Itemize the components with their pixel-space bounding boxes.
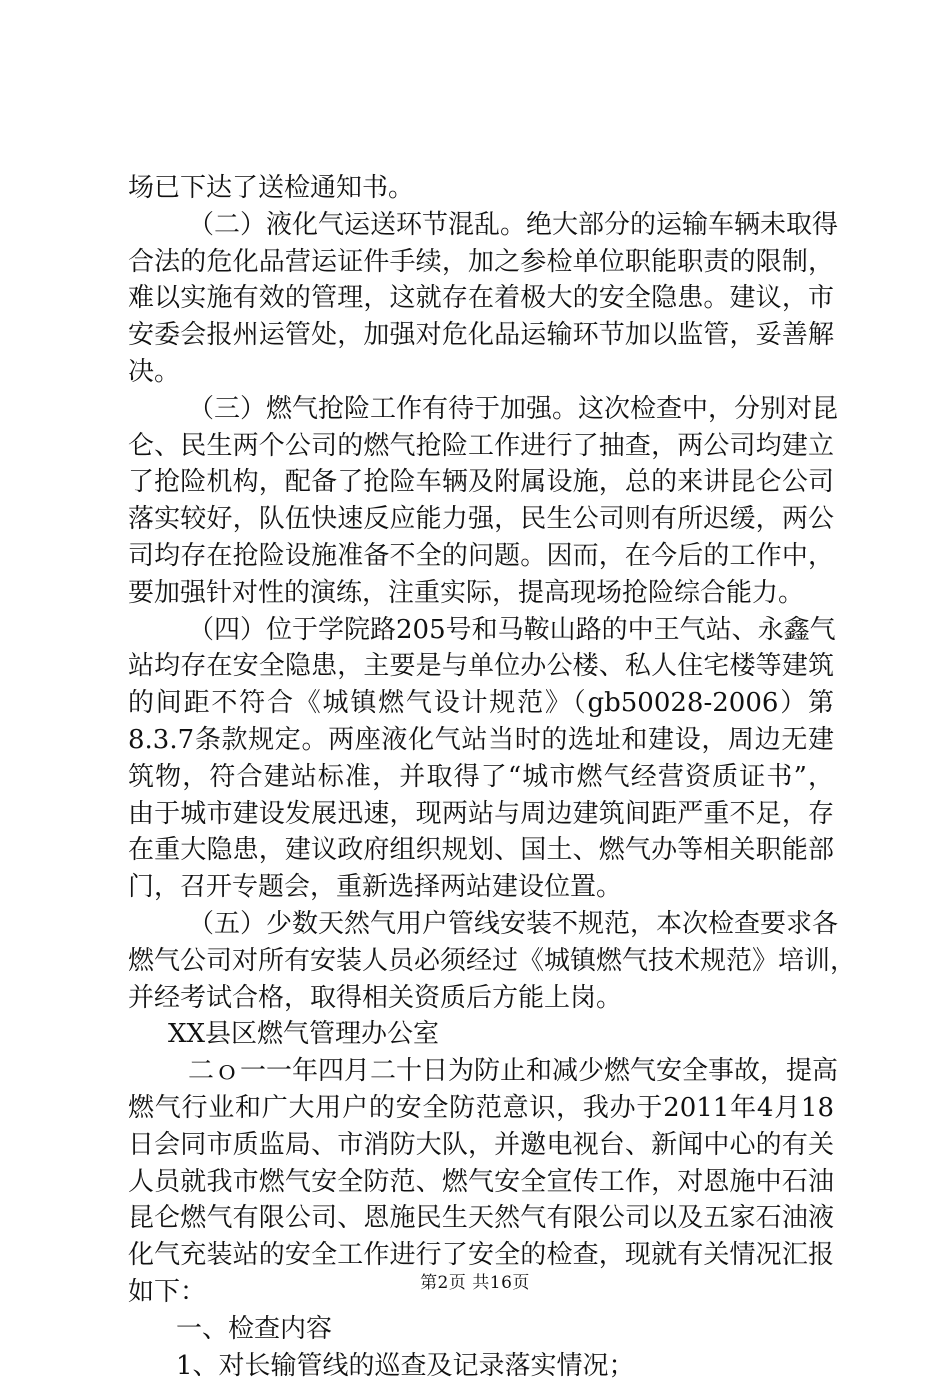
text-line: 筑物，符合建站标准，并取得了“城市燃气经营资质证书”，: [128, 759, 834, 796]
text-line: 站均存在安全隐患，主要是与单位办公楼、私人住宅楼等建筑: [128, 648, 834, 685]
text-line: 的间距不符合《城镇燃气设计规范》（gb50028-2006）第: [128, 685, 834, 722]
text-line: 8.3.7条款规定。两座液化气站当时的选址和建设，周边无建: [128, 722, 834, 759]
text-line: 人员就我市燃气安全防范、燃气安全宣传工作，对恩施中石油: [128, 1164, 834, 1201]
text-line: 门，召开专题会，重新选择两站建设位置。: [128, 869, 834, 906]
text-line: 了抢险机构，配备了抢险车辆及附属设施，总的来讲昆仑公司: [128, 464, 834, 501]
text-line: 要加强针对性的演练，注重实际，提高现场抢险综合能力。: [128, 575, 834, 612]
text-line: 如下：: [128, 1274, 834, 1311]
text-line: 场已下达了送检通知书。: [128, 170, 834, 207]
text-line: 并经考试合格，取得相关资质后方能上岗。: [128, 980, 834, 1017]
office-signature-line: XX县区燃气管理办公室: [128, 1016, 834, 1053]
document-body: [128, 170, 834, 1384]
text-line: 司均存在抢险设施准备不全的问题。因而，在今后的工作中，: [128, 538, 834, 575]
list-item: 1、对长输管线的巡查及记录落实情况；: [128, 1348, 834, 1384]
paragraph-heading-line: （二）液化气运送环节混乱。绝大部分的运输车辆未取得: [128, 207, 834, 244]
paragraph-heading-line: （三）燃气抢险工作有待于加强。这次检查中，分别对昆: [128, 391, 834, 428]
text-line: 落实较好，队伍快速反应能力强，民生公司则有所迟缓，两公: [128, 501, 834, 538]
text-line: 合法的危化品营运证件手续，加之参检单位职能职责的限制，: [128, 244, 834, 281]
text-line: 仑、民生两个公司的燃气抢险工作进行了抽查，两公司均建立: [128, 428, 834, 465]
paragraph-heading-line: （四）位于学院路205号和马鞍山路的中王气站、永鑫气: [128, 612, 834, 649]
paragraph-heading-line: （五）少数天然气用户管线安装不规范，本次检查要求各: [128, 906, 834, 943]
text-line: 日会同市质监局、市消防大队，并邀电视台、新闻中心的有关: [128, 1127, 834, 1164]
text-line: 燃气行业和广大用户的安全防范意识，我办于2011年4月18: [128, 1090, 834, 1127]
page-footer: 第2页 共16页: [0, 1268, 950, 1293]
text-line: 化气充装站的安全工作进行了安全的检查，现就有关情况汇报: [128, 1237, 834, 1274]
text-line: 在重大隐患，建议政府组织规划、国土、燃气办等相关职能部: [128, 832, 834, 869]
text-line: 由于城市建设发展迅速，现两站与周边建筑间距严重不足，存: [128, 796, 834, 833]
text-line: 二ｏ一一年四月二十日为防止和减少燃气安全事故，提高: [128, 1053, 834, 1090]
text-line: 昆仑燃气有限公司、恩施民生天然气有限公司以及五家石油液: [128, 1200, 834, 1237]
text-line: 安委会报州运管处，加强对危化品运输环节加以监管，妥善解: [128, 317, 834, 354]
text-line: 决。: [128, 354, 834, 391]
text-line: 燃气公司对所有安装人员必须经过《城镇燃气技术规范》培训，: [128, 943, 834, 980]
text-line: 难以实施有效的管理，这就存在着极大的安全隐患。建议，市: [128, 280, 834, 317]
section-heading: 一、检查内容: [128, 1311, 834, 1348]
